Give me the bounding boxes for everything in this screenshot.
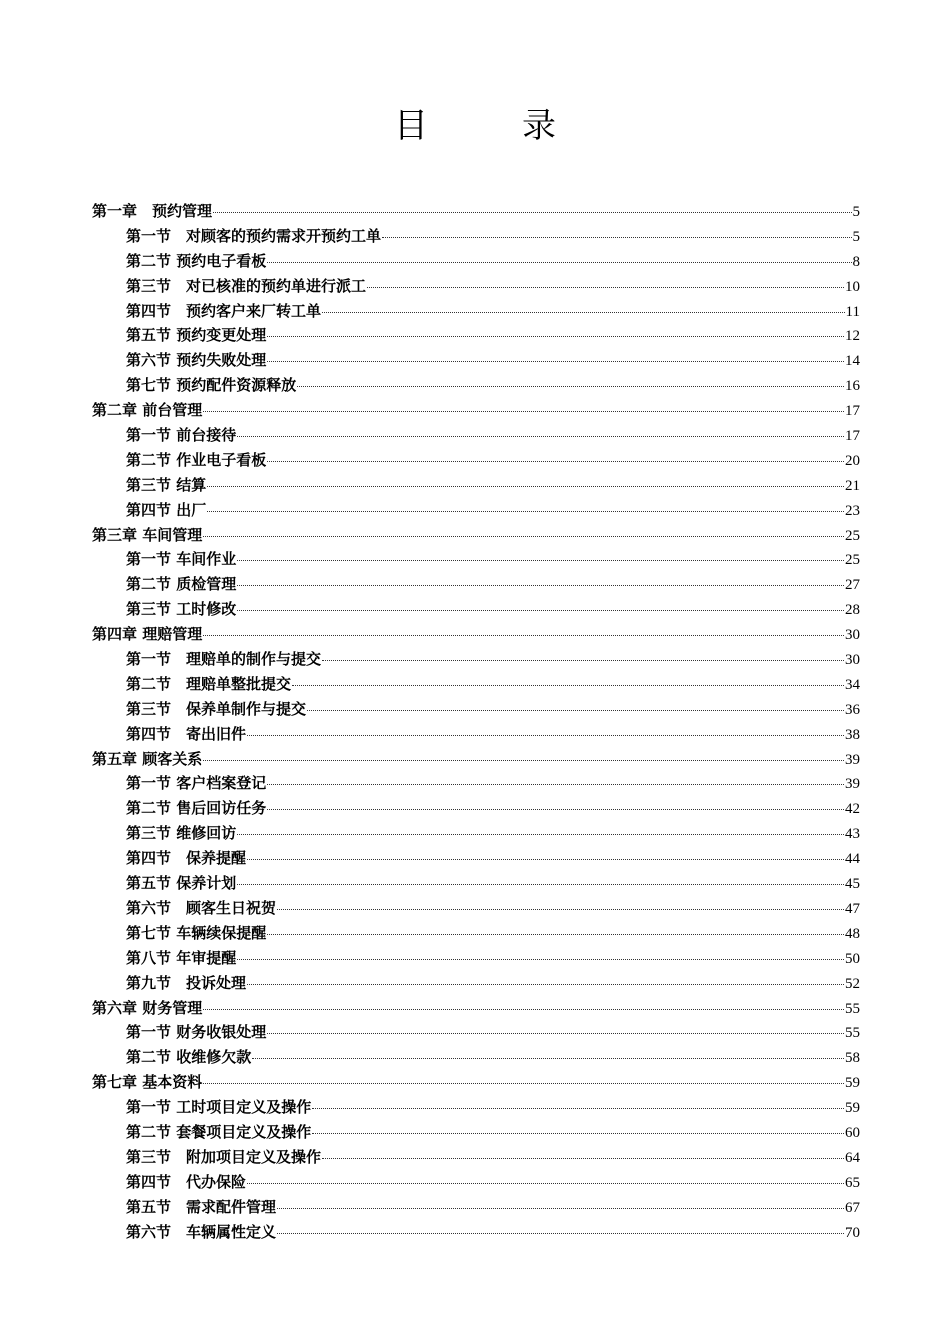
- toc-entry-page-number: 60: [845, 1124, 860, 1141]
- toc-entry-page-number: 44: [845, 851, 860, 868]
- toc-section-entry[interactable]: [92, 821, 860, 846]
- toc-entry-title: 第四节 代办保险: [126, 1172, 247, 1191]
- toc-entry-page-number: 43: [845, 826, 860, 843]
- toc-entry-page-number: 58: [845, 1050, 860, 1067]
- toc-section-entry[interactable]: [92, 1220, 860, 1245]
- dot-leader: [247, 1183, 844, 1184]
- toc-entry-title: 第六节 车辆属性定义: [126, 1222, 277, 1241]
- toc-entry-title: 第七章 基本资料: [92, 1073, 203, 1092]
- dot-leader: [237, 610, 844, 611]
- toc-entry-page-number: 11: [845, 303, 860, 320]
- toc-section-entry[interactable]: [92, 1145, 860, 1170]
- toc-entry-title: 第三节 保养单制作与提交: [126, 699, 307, 718]
- dot-leader: [203, 760, 844, 761]
- toc-entry-title: 第八节 年审提醒: [126, 948, 237, 967]
- toc-entry-page-number: 55: [845, 1025, 860, 1042]
- toc-section-entry[interactable]: [92, 946, 860, 971]
- dot-leader: [367, 287, 844, 288]
- toc-entry-title: 第一节 理赔单的制作与提交: [126, 650, 322, 669]
- dot-leader: [213, 212, 851, 213]
- toc-section-entry[interactable]: [92, 423, 860, 448]
- toc-entry-page-number: 17: [845, 428, 860, 445]
- page-title: 目 录: [394, 106, 586, 146]
- toc-section-entry[interactable]: [92, 921, 860, 946]
- toc-entry-page-number: 12: [845, 328, 860, 345]
- toc-entry-page-number: 14: [845, 353, 860, 370]
- toc-entry-title: 第一节 前台接待: [126, 426, 237, 445]
- dot-leader: [252, 1058, 844, 1059]
- toc-entry-title: 第四章 理赔管理: [92, 625, 203, 644]
- dot-leader: [267, 262, 851, 263]
- dot-leader: [267, 784, 844, 785]
- dot-leader: [203, 536, 844, 537]
- toc-chapter-entry[interactable]: [92, 199, 860, 224]
- toc-entry-page-number: 30: [845, 652, 860, 669]
- toc-section-entry[interactable]: [92, 1170, 860, 1195]
- toc-entry-page-number: 64: [845, 1149, 860, 1166]
- toc-entry-title: 第二节 收维修欠款: [126, 1048, 252, 1067]
- toc-entry-page-number: 45: [845, 876, 860, 893]
- toc-entry-title: 第七节 预约配件资源释放: [126, 376, 297, 395]
- table-of-contents: [92, 199, 860, 1244]
- toc-entry-page-number: 67: [845, 1199, 860, 1216]
- toc-entry-page-number: 23: [845, 502, 860, 519]
- toc-entry-page-number: 28: [845, 602, 860, 619]
- toc-entry-page-number: 34: [845, 676, 860, 693]
- toc-section-entry[interactable]: [92, 274, 860, 299]
- toc-chapter-entry[interactable]: [92, 622, 860, 647]
- dot-leader: [312, 1108, 844, 1109]
- toc-section-entry[interactable]: [92, 224, 860, 249]
- toc-entry-title: 第二章 前台管理: [92, 401, 203, 420]
- toc-entry-page-number: 10: [845, 278, 860, 295]
- toc-entry-title: 第一节 工时项目定义及操作: [126, 1098, 312, 1117]
- toc-entry-title: 第三节 附加项目定义及操作: [126, 1147, 322, 1166]
- toc-entry-page-number: 21: [845, 477, 860, 494]
- toc-entry-title: 第四节 寄出旧件: [126, 724, 247, 743]
- toc-entry-title: 第五节 保养计划: [126, 874, 237, 893]
- toc-section-entry[interactable]: [92, 572, 860, 597]
- dot-leader: [312, 1133, 844, 1134]
- toc-entry-page-number: 39: [845, 751, 860, 768]
- dot-leader: [322, 312, 845, 313]
- toc-section-entry[interactable]: [92, 1120, 860, 1145]
- toc-entry-title: 第七节 车辆续保提醒: [126, 923, 267, 942]
- toc-entry-title: 第二节 套餐项目定义及操作: [126, 1122, 312, 1141]
- dot-leader: [267, 809, 844, 810]
- toc-entry-title: 第四节 保养提醒: [126, 849, 247, 868]
- toc-entry-page-number: 25: [845, 552, 860, 569]
- dot-leader: [207, 486, 844, 487]
- dot-leader: [277, 909, 844, 910]
- toc-entry-page-number: 55: [845, 1000, 860, 1017]
- toc-entry-title: 第六章 财务管理: [92, 998, 203, 1017]
- toc-entry-title: 第三节 维修回访: [126, 824, 237, 843]
- toc-chapter-entry[interactable]: [92, 523, 860, 548]
- dot-leader: [247, 984, 844, 985]
- toc-entry-page-number: 50: [845, 950, 860, 967]
- toc-entry-title: 第二节 作业电子看板: [126, 450, 267, 469]
- toc-entry-page-number: 27: [845, 577, 860, 594]
- toc-entry-page-number: 25: [845, 527, 860, 544]
- toc-section-entry[interactable]: [92, 373, 860, 398]
- toc-entry-title: 第五节 预约变更处理: [126, 326, 267, 345]
- toc-section-entry[interactable]: [92, 846, 860, 871]
- dot-leader: [307, 710, 844, 711]
- toc-entry-page-number: 59: [845, 1100, 860, 1117]
- toc-entry-title: 第一节 车间作业: [126, 550, 237, 569]
- toc-entry-title: 第四节 预约客户来厂转工单: [126, 301, 322, 320]
- dot-leader: [277, 1233, 844, 1234]
- toc-section-entry[interactable]: [92, 971, 860, 996]
- toc-entry-title: 第一章 预约管理: [92, 202, 213, 220]
- toc-section-entry[interactable]: [92, 1195, 860, 1220]
- dot-leader: [267, 461, 844, 462]
- toc-entry-title: 第一节 财务收银处理: [126, 1023, 267, 1042]
- dot-leader: [203, 411, 844, 412]
- dot-leader: [267, 934, 844, 935]
- toc-entry-page-number: 5: [852, 228, 860, 245]
- toc-entry-title: 第三节 工时修改: [126, 600, 237, 619]
- toc-section-entry[interactable]: [92, 249, 860, 274]
- dot-leader: [292, 685, 844, 686]
- toc-entry-page-number: 17: [845, 403, 860, 420]
- dot-leader: [247, 735, 844, 736]
- dot-leader: [267, 336, 844, 337]
- toc-entry-title: 第一节 对顾客的预约需求开预约工单: [126, 226, 382, 245]
- toc-section-entry[interactable]: [92, 547, 860, 572]
- toc-entry-title: 第六节 预约失败处理: [126, 351, 267, 370]
- toc-section-entry[interactable]: [92, 722, 860, 747]
- toc-section-entry[interactable]: [92, 448, 860, 473]
- dot-leader: [237, 834, 844, 835]
- dot-leader: [237, 585, 844, 586]
- dot-leader: [203, 1083, 844, 1084]
- toc-entry-page-number: 39: [845, 776, 860, 793]
- dot-leader: [267, 361, 844, 362]
- dot-leader: [297, 386, 844, 387]
- toc-entry-title: 第五章 顾客关系: [92, 749, 203, 768]
- toc-entry-title: 第四节 出厂: [126, 500, 207, 519]
- toc-entry-page-number: 36: [845, 701, 860, 718]
- dot-leader: [237, 959, 844, 960]
- dot-leader: [322, 1158, 844, 1159]
- toc-section-entry[interactable]: [92, 647, 860, 672]
- toc-entry-page-number: 20: [845, 452, 860, 469]
- toc-section-entry[interactable]: [92, 1020, 860, 1045]
- toc-section-entry[interactable]: [92, 323, 860, 348]
- toc-chapter-entry[interactable]: [92, 1070, 860, 1095]
- toc-chapter-entry[interactable]: [92, 747, 860, 772]
- toc-chapter-entry[interactable]: [92, 398, 860, 423]
- toc-entry-page-number: 30: [845, 627, 860, 644]
- toc-section-entry[interactable]: [92, 796, 860, 821]
- toc-entry-page-number: 16: [845, 378, 860, 395]
- toc-entry-title: 第九节 投诉处理: [126, 973, 247, 992]
- toc-entry-title: 第二节 预约电子看板: [126, 251, 267, 270]
- toc-entry-page-number: 65: [845, 1174, 860, 1191]
- toc-entry-page-number: 47: [845, 900, 860, 917]
- toc-entry-title: 第二节 售后回访任务: [126, 799, 267, 818]
- dot-leader: [267, 1033, 844, 1034]
- dot-leader: [322, 660, 844, 661]
- toc-entry-page-number: 42: [845, 801, 860, 818]
- toc-section-entry[interactable]: [92, 871, 860, 896]
- toc-section-entry[interactable]: [92, 348, 860, 373]
- dot-leader: [277, 1208, 844, 1209]
- toc-entry-page-number: 5: [852, 204, 860, 220]
- toc-entry-page-number: 70: [845, 1224, 860, 1241]
- toc-section-entry[interactable]: [92, 771, 860, 796]
- toc-entry-title: 第六节 顾客生日祝贺: [126, 898, 277, 917]
- toc-entry-page-number: 8: [852, 253, 860, 270]
- toc-section-entry[interactable]: [92, 697, 860, 722]
- toc-section-entry[interactable]: [92, 597, 860, 622]
- toc-section-entry[interactable]: [92, 672, 860, 697]
- dot-leader: [237, 436, 844, 437]
- toc-entry-title: 第三章 车间管理: [92, 525, 203, 544]
- dot-leader: [237, 560, 844, 561]
- toc-section-entry[interactable]: [92, 299, 860, 324]
- toc-entry-title: 第三节 对已核准的预约单进行派工: [126, 276, 367, 295]
- toc-entry-title: 第二节 质检管理: [126, 575, 237, 594]
- toc-entry-title: 第三节 结算: [126, 475, 207, 494]
- dot-leader: [207, 511, 844, 512]
- toc-entry-page-number: 38: [845, 726, 860, 743]
- toc-entry-page-number: 59: [845, 1075, 860, 1092]
- toc-entry-title: 第二节 理赔单整批提交: [126, 674, 292, 693]
- dot-leader: [203, 1009, 844, 1010]
- toc-section-entry[interactable]: [92, 1095, 860, 1120]
- toc-section-entry[interactable]: [92, 1045, 860, 1070]
- toc-section-entry[interactable]: [92, 896, 860, 921]
- toc-section-entry[interactable]: [92, 498, 860, 523]
- toc-entry-page-number: 48: [845, 925, 860, 942]
- toc-entry-title: 第一节 客户档案登记: [126, 774, 267, 793]
- dot-leader: [382, 237, 851, 238]
- dot-leader: [237, 884, 844, 885]
- toc-section-entry[interactable]: [92, 473, 860, 498]
- toc-entry-page-number: 52: [845, 975, 860, 992]
- toc-chapter-entry[interactable]: [92, 996, 860, 1021]
- dot-leader: [203, 635, 844, 636]
- toc-entry-title: 第五节 需求配件管理: [126, 1197, 277, 1216]
- dot-leader: [247, 859, 844, 860]
